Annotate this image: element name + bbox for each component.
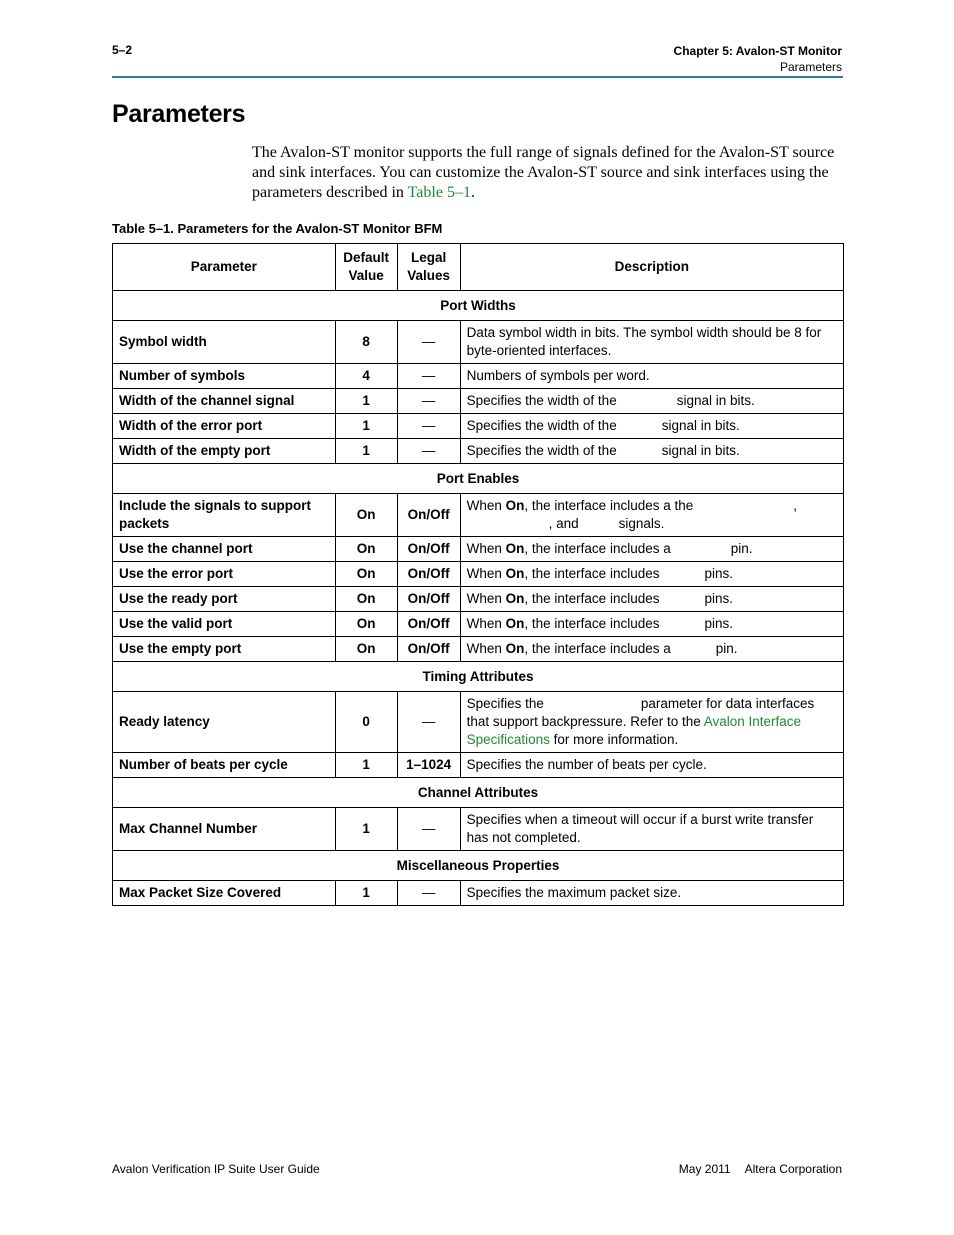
default-value: 4 bbox=[335, 364, 397, 389]
description bbox=[460, 612, 843, 637]
legal-values: — bbox=[397, 389, 460, 414]
intro-text: The Avalon-ST monitor supports the full range of signals defined for the Avalon-ST source and sink interfaces. You can customize the Avalon-ST source and sink interfaces using the parameters described in bbox=[252, 144, 835, 201]
desc-part: Specifies the bbox=[466, 696, 544, 711]
header-legal-line2: Values bbox=[407, 268, 451, 283]
description: Specifies the maximum packet size. bbox=[460, 881, 843, 906]
header-rule bbox=[112, 76, 843, 78]
desc-on: On bbox=[505, 498, 525, 513]
desc-part: When bbox=[466, 616, 506, 631]
section-title: Port Widths bbox=[113, 291, 844, 321]
legal-values: — bbox=[397, 414, 460, 439]
default-value: 1 bbox=[335, 881, 397, 906]
header-description: Description bbox=[460, 244, 843, 291]
desc-part: , the interface includes bbox=[524, 616, 660, 631]
desc-part: for more information. bbox=[549, 732, 679, 747]
section-title: Miscellaneous Properties bbox=[113, 851, 844, 881]
description bbox=[460, 389, 843, 414]
table-row bbox=[113, 692, 844, 753]
default-value: 1 bbox=[335, 808, 397, 851]
desc-part: When bbox=[466, 591, 506, 606]
table-header-row bbox=[113, 244, 844, 291]
table-row bbox=[113, 562, 844, 587]
page-number: 5–2 bbox=[112, 43, 133, 57]
description bbox=[460, 562, 843, 587]
description bbox=[460, 537, 843, 562]
description: Data symbol width in bits. The symbol width should be 8 for byte-oriented interfaces. bbox=[460, 321, 843, 364]
default-value: 1 bbox=[335, 414, 397, 439]
description bbox=[460, 637, 843, 662]
page-title: Parameters bbox=[112, 100, 246, 128]
footer-date: May 2011 bbox=[678, 1162, 731, 1176]
desc-part: signal in bits. bbox=[676, 393, 755, 408]
legal-values: — bbox=[397, 881, 460, 906]
param-name: Number of symbols bbox=[113, 364, 336, 389]
section-row-port-enables bbox=[113, 464, 844, 494]
param-name: Width of the empty port bbox=[113, 439, 336, 464]
desc-part: parameter for data interfaces that support backpressure. Refer to the bbox=[466, 696, 815, 729]
desc-part: , bbox=[793, 498, 798, 513]
description: Specifies when a timeout will occur if a burst write transfer has not completed. bbox=[460, 808, 843, 851]
desc-on: On bbox=[505, 641, 525, 656]
intro-end: . bbox=[470, 184, 475, 201]
param-name: Use the error port bbox=[113, 562, 336, 587]
default-value: 1 bbox=[335, 753, 397, 778]
section-title: Port Enables bbox=[113, 464, 844, 494]
description: Specifies the number of beats per cycle. bbox=[460, 753, 843, 778]
section-title: Parameters bbox=[779, 60, 842, 74]
desc-part: pins. bbox=[704, 591, 734, 606]
default-value: 0 bbox=[335, 692, 397, 753]
footer-guide-title: Avalon Verification IP Suite User Guide bbox=[112, 1162, 320, 1176]
desc-part: pin. bbox=[730, 541, 753, 556]
table-link[interactable]: Table 5–1 bbox=[407, 184, 471, 201]
intro-paragraph bbox=[252, 143, 842, 203]
table-row bbox=[113, 321, 844, 364]
legal-values: — bbox=[397, 439, 460, 464]
table-caption: Table 5–1. Parameters for the Avalon-ST Monitor BFM bbox=[112, 221, 443, 236]
desc-part: , the interface includes a the bbox=[524, 498, 694, 513]
desc-part: , the interface includes a bbox=[524, 641, 671, 656]
desc-part: pins. bbox=[704, 616, 734, 631]
legal-values: On/Off bbox=[397, 612, 460, 637]
legal-values: On/Off bbox=[397, 537, 460, 562]
param-name: Max Packet Size Covered bbox=[113, 881, 336, 906]
desc-part: pin. bbox=[715, 641, 738, 656]
desc-part: signal in bits. bbox=[661, 443, 740, 458]
param-name: Ready latency bbox=[113, 692, 336, 753]
description: Numbers of symbols per word. bbox=[460, 364, 843, 389]
description bbox=[460, 587, 843, 612]
param-name: Width of the channel signal bbox=[113, 389, 336, 414]
desc-part: signals. bbox=[618, 516, 665, 531]
desc-part: When bbox=[466, 566, 506, 581]
default-value: On bbox=[335, 612, 397, 637]
param-name: Include the signals to support packets bbox=[113, 494, 336, 537]
default-value: 1 bbox=[335, 439, 397, 464]
legal-values: On/Off bbox=[397, 494, 460, 537]
param-name: Symbol width bbox=[113, 321, 336, 364]
default-value: 1 bbox=[335, 389, 397, 414]
param-name: Use the channel port bbox=[113, 537, 336, 562]
description bbox=[460, 414, 843, 439]
desc-part: Specifies the width of the bbox=[466, 418, 617, 433]
section-row-port-widths bbox=[113, 291, 844, 321]
default-value: 8 bbox=[335, 321, 397, 364]
table-row bbox=[113, 414, 844, 439]
table-row bbox=[113, 537, 844, 562]
description bbox=[460, 494, 843, 537]
desc-part: , the interface includes bbox=[524, 566, 660, 581]
legal-values: On/Off bbox=[397, 637, 460, 662]
desc-part: pins. bbox=[704, 566, 734, 581]
default-value: On bbox=[335, 494, 397, 537]
header-legal-values bbox=[397, 244, 460, 291]
desc-part: When bbox=[466, 641, 506, 656]
param-name: Use the ready port bbox=[113, 587, 336, 612]
table-row bbox=[113, 637, 844, 662]
legal-values: 1–1024 bbox=[397, 753, 460, 778]
desc-part: When bbox=[466, 541, 506, 556]
chapter-title: Chapter 5: Avalon-ST Monitor bbox=[673, 44, 842, 58]
desc-part: , the interface includes bbox=[524, 591, 660, 606]
param-name: Max Channel Number bbox=[113, 808, 336, 851]
desc-part: Specifies the width of the bbox=[466, 443, 617, 458]
table-row bbox=[113, 587, 844, 612]
table-row bbox=[113, 439, 844, 464]
desc-part: When bbox=[466, 498, 506, 513]
legal-values: — bbox=[397, 808, 460, 851]
header-parameter: Parameter bbox=[113, 244, 336, 291]
desc-on: On bbox=[505, 591, 525, 606]
default-value: On bbox=[335, 587, 397, 612]
legal-values: On/Off bbox=[397, 587, 460, 612]
legal-values: — bbox=[397, 321, 460, 364]
desc-part: , the interface includes a bbox=[524, 541, 671, 556]
table-row bbox=[113, 612, 844, 637]
param-name: Width of the error port bbox=[113, 414, 336, 439]
running-header bbox=[674, 43, 842, 75]
default-value: On bbox=[335, 537, 397, 562]
table-row bbox=[113, 364, 844, 389]
legal-values: On/Off bbox=[397, 562, 460, 587]
parameters-table bbox=[112, 243, 844, 906]
desc-on: On bbox=[505, 566, 525, 581]
table-row bbox=[113, 494, 844, 537]
section-row-misc bbox=[113, 851, 844, 881]
description bbox=[460, 439, 843, 464]
header-legal-line1: Legal bbox=[410, 250, 447, 265]
param-name: Number of beats per cycle bbox=[113, 753, 336, 778]
header-default-line1: Default bbox=[343, 250, 390, 265]
table-row bbox=[113, 808, 844, 851]
desc-part: signal in bits. bbox=[661, 418, 740, 433]
table-row bbox=[113, 753, 844, 778]
desc-on: On bbox=[505, 541, 525, 556]
footer-right bbox=[679, 1162, 842, 1176]
desc-part: , and bbox=[548, 516, 579, 531]
table-row bbox=[113, 881, 844, 906]
description bbox=[460, 692, 843, 753]
section-row-channel bbox=[113, 778, 844, 808]
footer-company: Altera Corporation bbox=[744, 1162, 842, 1176]
table-row bbox=[113, 389, 844, 414]
param-name: Use the empty port bbox=[113, 637, 336, 662]
legal-values: — bbox=[397, 692, 460, 753]
section-title: Channel Attributes bbox=[113, 778, 844, 808]
desc-on: On bbox=[505, 616, 525, 631]
desc-part: Specifies the width of the bbox=[466, 393, 617, 408]
header-default-line2: Value bbox=[348, 268, 384, 283]
legal-values: — bbox=[397, 364, 460, 389]
spec-link[interactable]: Avalon Interface Specifications bbox=[466, 714, 802, 747]
section-row-timing bbox=[113, 662, 844, 692]
param-name: Use the valid port bbox=[113, 612, 336, 637]
header-default-value bbox=[335, 244, 397, 291]
section-title: Timing Attributes bbox=[113, 662, 844, 692]
default-value: On bbox=[335, 637, 397, 662]
default-value: On bbox=[335, 562, 397, 587]
